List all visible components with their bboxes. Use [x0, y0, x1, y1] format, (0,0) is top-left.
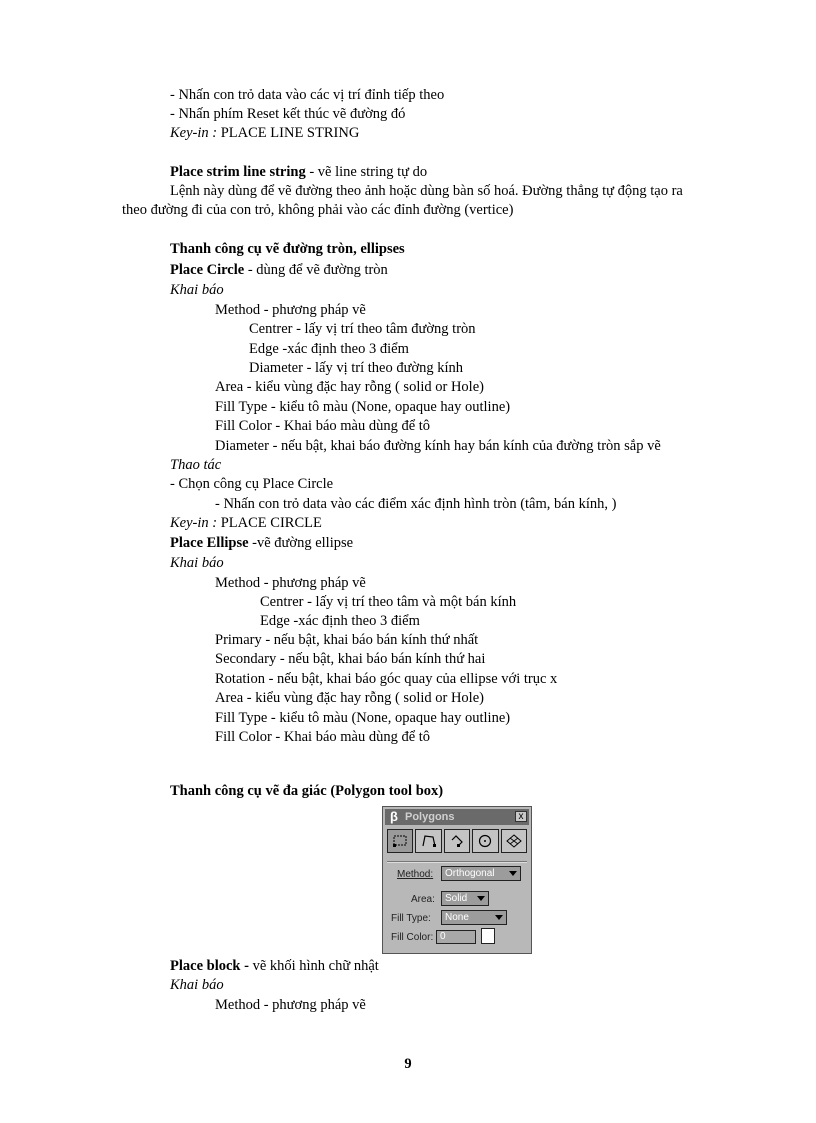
- fill-color-swatch[interactable]: [481, 928, 495, 944]
- text-line: Fill Type - kiểu tô màu (None, opaque hay outline): [215, 710, 511, 726]
- subheading: Khai báo: [170, 555, 224, 571]
- area-dropdown[interactable]: [441, 891, 489, 906]
- place-shape-tool[interactable]: [415, 829, 441, 853]
- place-block-tool[interactable]: [387, 829, 413, 853]
- keyin-line: [170, 124, 359, 142]
- subheading: Thao tác: [170, 457, 222, 473]
- place-regular-polygon-icon: [477, 834, 493, 848]
- text-line: Centrer - lấy vị trí theo tâm và một bán kính: [260, 594, 517, 610]
- command-line: [170, 163, 427, 181]
- fill-type-label: Fill Type:: [391, 913, 431, 924]
- keyin-value: PLACE CIRCLE: [217, 515, 322, 531]
- fill-type-dropdown[interactable]: [441, 910, 507, 925]
- keyin-label: Key-in :: [170, 125, 218, 141]
- area-value: Solid: [445, 893, 468, 904]
- text-line: Method - phương pháp vẽ: [215, 302, 366, 318]
- tool-row: [387, 829, 527, 855]
- command-name: Place strim line string: [170, 164, 306, 180]
- hatch-area-tool[interactable]: [501, 829, 527, 853]
- chevron-down-icon: [477, 896, 485, 901]
- text-line: Fill Color - Khai báo màu dùng để tô: [215, 418, 431, 434]
- command-line: [170, 957, 379, 975]
- text-line: - Chọn công cụ Place Circle: [170, 476, 334, 492]
- command-desc: vẽ khối hình chữ nhật: [248, 958, 379, 974]
- subheading: Khai báo: [170, 977, 224, 993]
- area-label: Area:: [411, 894, 435, 905]
- microstation-logo-icon: β: [390, 809, 398, 824]
- fill-type-value: None: [445, 912, 469, 923]
- section-heading: Thanh công cụ vẽ đường tròn, ellipses: [170, 241, 405, 257]
- text-line: Edge -xác định theo 3 điểm: [260, 613, 420, 629]
- keyin-line: [170, 514, 322, 532]
- text-line: - Nhấn phím Reset kết thúc vẽ đường đó: [170, 106, 406, 122]
- text-line: Method - phương pháp vẽ: [215, 997, 366, 1013]
- place-shape-icon: [421, 834, 437, 848]
- text-line: Method - phương pháp vẽ: [215, 575, 366, 591]
- command-desc: - dùng để vẽ đường tròn: [244, 262, 388, 278]
- place-block-icon: [392, 834, 408, 848]
- text-line: theo đường đi của con trỏ, không phải vào các đỉnh đường (vertice): [122, 202, 514, 218]
- text-line: Edge -xác định theo 3 điểm: [249, 341, 409, 357]
- method-value: Orthogonal: [445, 868, 495, 879]
- place-orthogonal-shape-icon: [449, 834, 465, 848]
- method-dropdown[interactable]: [441, 866, 521, 881]
- text-line: - Nhấn con trỏ data vào các điểm xác định hình tròn (tâm, bán kính, ): [215, 496, 617, 512]
- page-number: 9: [404, 1056, 412, 1072]
- command-line: [170, 261, 388, 279]
- text-line: Centrer - lấy vị trí theo tâm đường tròn: [249, 321, 476, 337]
- place-orthogonal-shape-tool[interactable]: [444, 829, 470, 853]
- text-line: Fill Color - Khai báo màu dùng để tô: [215, 729, 431, 745]
- command-line: [170, 534, 353, 552]
- chevron-down-icon: [495, 915, 503, 920]
- command-desc: -vẽ đường ellipse: [248, 535, 354, 551]
- subheading: Khai báo: [170, 282, 224, 298]
- text-line: Area - kiểu vùng đặc hay rỗng ( solid or Hole): [215, 690, 484, 706]
- text-line: Fill Type - kiểu tô màu (None, opaque hay outline): [215, 399, 511, 415]
- text-line: - Nhấn con trỏ data vào các vị trí đỉnh tiếp theo: [170, 87, 445, 103]
- command-name: Place Circle: [170, 262, 245, 278]
- command-desc: - vẽ line string tự do: [305, 164, 428, 180]
- text-line: Diameter - lấy vị trí theo đường kính: [249, 360, 464, 376]
- method-label: Method:: [397, 869, 434, 880]
- command-name: Place Ellipse: [170, 535, 249, 551]
- fill-color-input[interactable]: 0: [436, 930, 476, 944]
- hatch-area-icon: [506, 834, 522, 848]
- section-heading: Thanh công cụ vẽ đa giác (Polygon tool box): [170, 783, 444, 799]
- text-line: Diameter - nếu bật, khai báo đường kính hay bán kính của đường tròn sắp vẽ: [215, 438, 661, 454]
- polygons-toolbox: [382, 806, 532, 954]
- text-line: Primary - nếu bật, khai báo bán kính thứ nhất: [215, 632, 479, 648]
- chevron-down-icon: [509, 871, 517, 876]
- text-line: Area - kiểu vùng đặc hay rỗng ( solid or Hole): [215, 379, 484, 395]
- place-regular-polygon-tool[interactable]: [472, 829, 498, 853]
- text-line: Lệnh này dùng để vẽ đường theo ảnh hoặc dùng bàn số hoá. Đường thẳng tự động tạo ra: [170, 183, 683, 199]
- keyin-label: Key-in :: [170, 515, 218, 531]
- keyin-value: PLACE LINE STRING: [217, 125, 360, 141]
- text-line: Secondary - nếu bật, khai báo bán kính thứ hai: [215, 651, 486, 667]
- fill-color-label: Fill Color:: [391, 932, 434, 943]
- toolbox-separator: [387, 861, 527, 863]
- toolbox-title: Polygons: [405, 811, 455, 823]
- text-line: Rotation - nếu bật, khai báo góc quay của ellipse với trục x: [215, 671, 558, 687]
- toolbox-titlebar[interactable]: [385, 809, 529, 825]
- command-name: Place block -: [170, 958, 249, 974]
- close-button[interactable]: x: [515, 811, 527, 822]
